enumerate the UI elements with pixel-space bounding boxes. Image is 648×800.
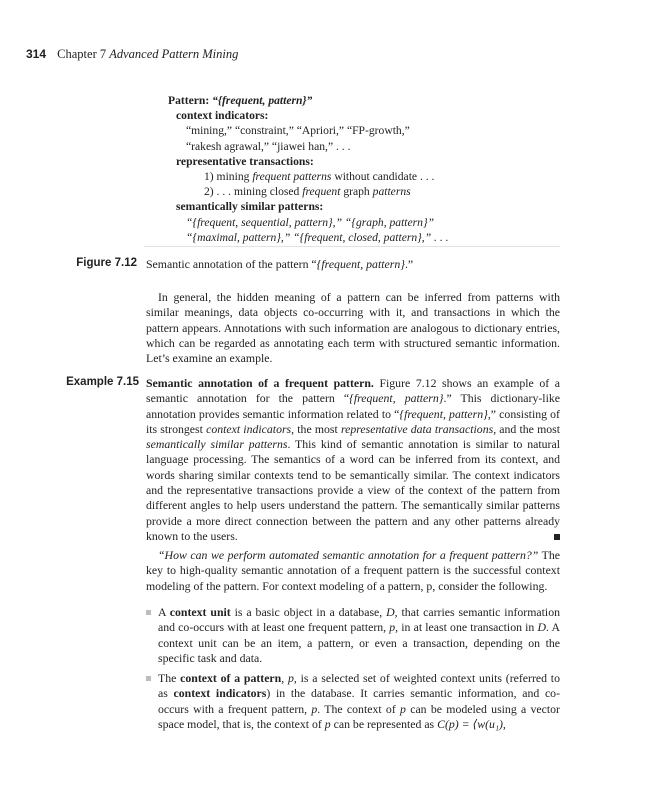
figure-caption-label: Figure 7.12: [76, 257, 137, 269]
bullet-marker: [146, 610, 151, 615]
figure-context-line-2: “rakesh agrawal,” “jiawei han,” . . .: [186, 139, 351, 153]
bullet-item-context-of-pattern: The context of a pattern, p, is a selected set of weighted context units (referred to as context indicators) in the database. It carries semantic information, and co-occurs with a frequent pattern, p. The context of p can be modeled using a vector space model, that is, the context of p can be represented as C(p) = ⟨w(u₁),: [146, 671, 560, 732]
example-title: Semantic annotation of a frequent pattern.: [146, 376, 374, 390]
example-paragraph: Semantic annotation of a frequent pattern. Figure 7.12 shows an example of a semantic annotation for the pattern “{frequent, pattern}.” This dictionary-like annotation provides semantic information related to “{frequent, pattern},” consisting of its strongest context indicators, the most representative data transactions, and the most semantically similar patterns. This kind of semantic annotation is similar to natural language processing. The semantics of a word can be inferred from its context, and words sharing similar contexts tend to be semantically similar. The context indicators and the representative transactions provide a view of the context of the pattern from different angles to help users understand the pattern. The semantically similar patterns provide a more direct connection between the pattern and any other patterns already known to the users.: [146, 376, 561, 543]
figure-sim-line-2: “{maximal, pattern},” “{frequent, closed, pattern},” . . .: [186, 230, 449, 244]
running-head: [26, 47, 238, 62]
chapter-title: Advanced Pattern Mining: [109, 47, 239, 61]
bullet-list: [146, 605, 560, 732]
figure-rep-line-2: 2) . . . mining closed frequent graph patterns: [204, 185, 411, 199]
chapter-number: Chapter 7: [57, 47, 107, 61]
figure-annotation: [168, 93, 468, 245]
body-paragraph-2: “How can we perform automated semantic annotation for a frequent pattern?” The key to high-quality semantic annotation of a frequent pattern is the successful context modeling of the pattern. For context modeling of a pattern, p, consider the following.: [146, 548, 560, 593]
figure-pattern-line: [168, 93, 468, 108]
figure-sim-label: semantically similar patterns:: [176, 200, 324, 214]
figure-sim-line-1: “{frequent, sequential, pattern},” “{graph, pattern}”: [186, 215, 435, 229]
figure-pattern-label: Pattern:: [168, 94, 210, 107]
bullet-marker: [146, 676, 151, 681]
figure-rep-line-1: 1) mining frequent patterns without candidate . . .: [204, 170, 435, 184]
example-label: Example 7.15: [66, 376, 139, 388]
figure-divider: [144, 246, 560, 247]
body-paragraph-1: In general, the hidden meaning of a pattern can be inferred from patterns with similar meanings, data objects co-occurring with it, and transactions in which the pattern appears. Annotations with such information are analogous to dictionary entries, which can be regarded as annotating each term with structured semantic information. Let’s examine an example.: [146, 290, 560, 366]
bullet-item-context-unit: A context unit is a basic object in a database, D, that carries semantic information and co-occurs with at least one frequent pattern, p, in at least one transaction in D. A context unit can be an item, a pattern, or even a transaction, depending on the specific task and data.: [146, 605, 560, 666]
figure-context-label: context indicators:: [176, 109, 269, 123]
figure-caption: Semantic annotation of the pattern “{frequent, pattern}.”: [146, 257, 414, 271]
page-number: 314: [26, 47, 47, 61]
figure-pattern-value: “{frequent, pattern}”: [212, 94, 313, 107]
figure-context-line-1: “mining,” “constraint,” “Apriori,” “FP-growth,”: [186, 124, 410, 138]
figure-rep-label: representative transactions:: [176, 154, 314, 168]
end-of-example-mark: [554, 534, 560, 540]
